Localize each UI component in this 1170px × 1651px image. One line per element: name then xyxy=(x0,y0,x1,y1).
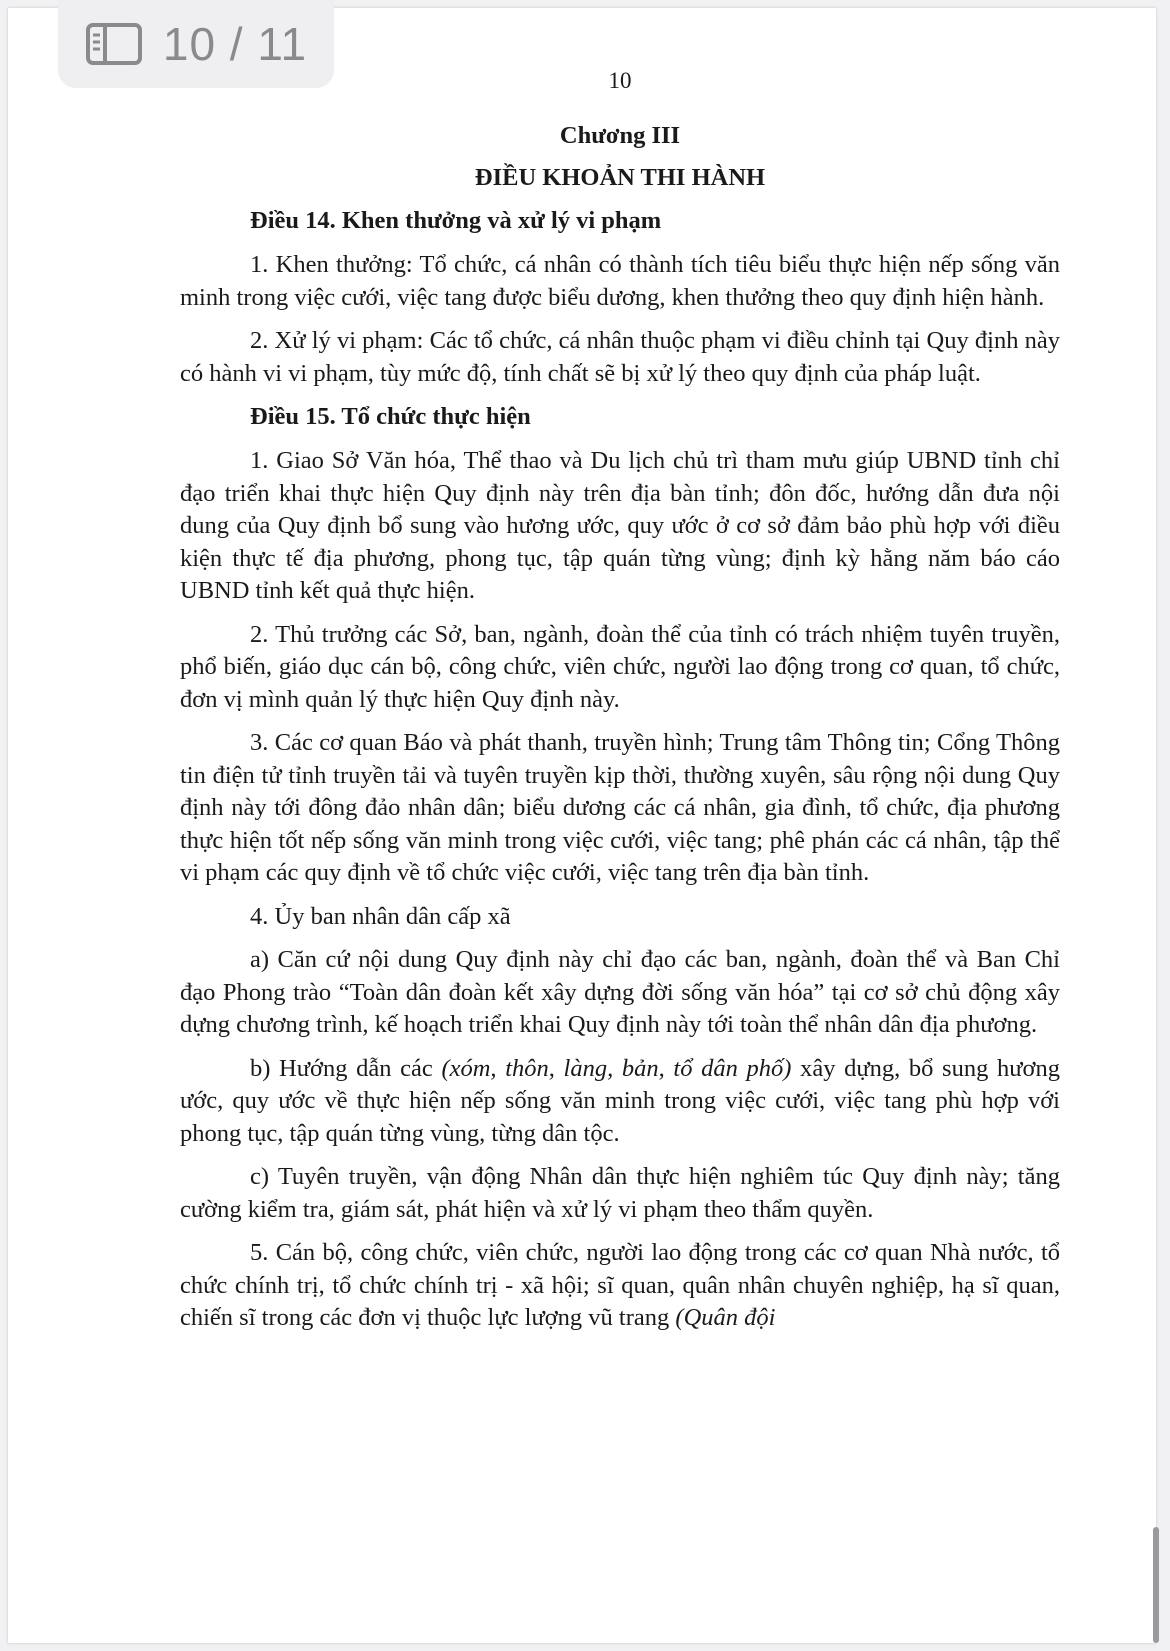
document-page xyxy=(8,8,1156,1643)
clause-5-italic: (Quân đội xyxy=(675,1304,776,1331)
article-15-clause-4c: c) Tuyên truyền, vận động Nhân dân thực hiện nghiêm túc Quy định này; tăng cường kiểm tra, giám sát, phát hiện và xử lý vi phạm theo thẩm quyền. xyxy=(180,1163,1060,1223)
article-15-clause-4b xyxy=(180,1053,1060,1151)
chapter-title: ĐIỀU KHOẢN THI HÀNH xyxy=(474,164,766,191)
page-content xyxy=(180,68,1060,1346)
article-15-clause-4a: a) Căn cứ nội dung Quy định này chỉ đạo các ban, ngành, đoàn thể và Ban Chỉ đạo Phong trào “Toàn dân đoàn kết xây dựng đời sống văn hóa” tại cơ sở chủ động xây dựng chương trình, kế hoạch triển khai Quy định này tới toàn thể nhân dân địa phương. xyxy=(180,946,1060,1038)
article-15-clause-4: 4. Ủy ban nhân dân cấp xã xyxy=(250,902,511,930)
article-14-clause-2: 2. Xử lý vi phạm: Các tổ chức, cá nhân thuộc phạm vi điều chỉnh tại Quy định này có hành vi vi phạm, tùy mức độ, tính chất sẽ bị xử lý theo quy định của pháp luật. xyxy=(180,327,1060,387)
clause-4b-text-start: b) Hướng dẫn các xyxy=(250,1054,442,1082)
clause-4b-italic: (xóm, thôn, làng, bản, tổ dân phố) xyxy=(441,1054,792,1082)
article-14-title: Điều 14. Khen thưởng và xử lý vi phạm xyxy=(250,207,662,234)
article-15-clause-1: 1. Giao Sở Văn hóa, Thể thao và Du lịch chủ trì tham mưu giúp UBND tỉnh chỉ đạo triển khai thực hiện Quy định này trên địa bàn tỉnh; đôn đốc, hướng dẫn đưa nội dung của Quy định bổ sung vào hương ước, quy ước ở cơ sở đảm bảo phù hợp với điều kiện thực tế địa phương, phong tục, tập quán từng vùng; định kỳ hằng năm báo cáo UBND tỉnh kết quả thực hiện. xyxy=(180,447,1060,604)
page-number: 10 xyxy=(608,68,632,93)
clause-5-text: 5. Cán bộ, công chức, viên chức, người lao động trong các cơ quan Nhà nước, tổ chức chính trị, tổ chức chính trị - xã hội; sĩ quan, quân nhân chuyên nghiệp, hạ sĩ quan, chiến sĩ trong các đơn vị thuộc lực lượng vũ trang xyxy=(180,1239,1060,1331)
page-counter: 10 / 11 xyxy=(162,18,308,70)
scrollbar-thumb[interactable] xyxy=(1153,1527,1159,1643)
article-15-clause-2: 2. Thủ trưởng các Sở, ban, ngành, đoàn thể của tỉnh có trách nhiệm tuyên truyền, phổ biến, giáo dục cán bộ, công chức, viên chức, người lao động trong cơ quan, tổ chức, đơn vị mình quản lý thực hiện Quy định này. xyxy=(180,620,1060,713)
clause-4b-text-end: xây dựng, bổ sung hương ước, quy ước về thực hiện nếp sống văn minh trong việc cưới, việc tang phù hợp với phong tục, tập quán từng vùng, từng dân tộc. xyxy=(180,1054,1060,1147)
sidebar-book-icon[interactable] xyxy=(85,22,143,66)
article-14-clause-1: 1. Khen thưởng: Tổ chức, cá nhân có thành tích tiêu biểu thực hiện nếp sống văn minh trong việc cưới, việc tang được biểu dương, khen thưởng theo quy định hiện hành. xyxy=(180,251,1060,311)
chapter-heading: Chương III xyxy=(559,122,681,149)
page-indicator[interactable] xyxy=(58,0,334,88)
article-15-title: Điều 15. Tổ chức thực hiện xyxy=(250,403,531,430)
scrollbar-track[interactable] xyxy=(1150,8,1162,1643)
article-15-clause-5 xyxy=(180,1237,1060,1335)
article-15-clause-3: 3. Các cơ quan Báo và phát thanh, truyền hình; Trung tâm Thông tin; Cổng Thông tin điện tử tỉnh truyền tải và tuyên truyền kịp thời, thường xuyên, sâu rộng nội dung Quy định này tới đông đảo nhân dân; biểu dương các cá nhân, gia đình, tổ chức, địa phương thực hiện tốt nếp sống văn minh trong việc cưới, việc tang; phê phán các cá nhân, tập thể vi phạm các quy định về tổ chức việc cưới, việc tang trên địa bàn tỉnh. xyxy=(180,729,1060,886)
